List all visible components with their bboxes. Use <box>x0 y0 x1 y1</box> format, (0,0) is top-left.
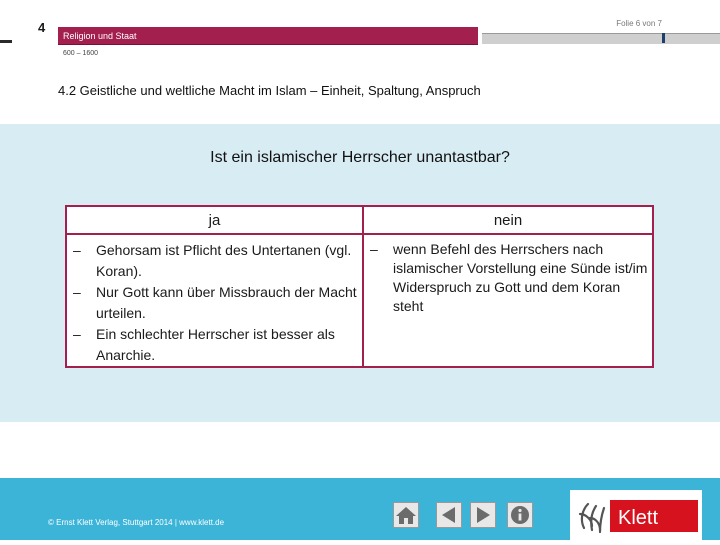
back-icon <box>440 506 458 524</box>
klett-logo-graphic <box>570 490 702 540</box>
table-row <box>66 234 653 367</box>
forward-icon <box>474 506 492 524</box>
date-range: 600 – 1600 <box>63 50 99 57</box>
forward-button[interactable] <box>470 502 496 528</box>
title-bar-underline <box>58 44 478 45</box>
klett-logo <box>570 490 702 540</box>
progress-bar <box>482 33 720 44</box>
table-header-row <box>66 206 653 234</box>
info-button[interactable] <box>507 502 533 528</box>
argument-table <box>65 205 654 368</box>
column-header-ja: ja <box>66 206 363 234</box>
copyright-text: © Ernst Klett Verlag, Stuttgart 2014 | www.klett.de <box>48 518 225 527</box>
nein-cell <box>363 234 653 367</box>
ja-cell <box>66 234 363 367</box>
progress-marker <box>662 33 665 43</box>
klett-logo-text: Klett <box>618 507 659 529</box>
list-item: – Ein schlechter Herrscher ist besser als Anarchie. <box>73 324 358 366</box>
list-item: – wenn Befehl des Herrschers nach islamischer Vorstellung eine Sünde ist/im Widerspruch zu Gott und dem Koran steht <box>370 240 648 316</box>
column-header-nein: nein <box>363 206 653 234</box>
list-item: – Nur Gott kann über Missbrauch der Macht urteilen. <box>73 282 358 324</box>
back-button[interactable] <box>436 502 462 528</box>
chapter-title: Religion und Staat <box>63 31 137 41</box>
slide-counter: Folie 6 von 7 <box>616 19 662 28</box>
info-icon <box>510 505 530 525</box>
home-icon <box>395 505 417 525</box>
section-heading: 4.2 Geistliche und weltliche Macht im Islam – Einheit, Spaltung, Anspruch <box>58 83 481 98</box>
list-item: – Gehorsam ist Pflicht des Untertanen (vgl. Koran). <box>73 240 358 282</box>
chapter-number: 4 <box>38 20 46 35</box>
question-heading: Ist ein islamischer Herrscher unantastbar? <box>210 149 510 166</box>
left-marker <box>0 40 12 43</box>
home-button[interactable] <box>393 502 419 528</box>
